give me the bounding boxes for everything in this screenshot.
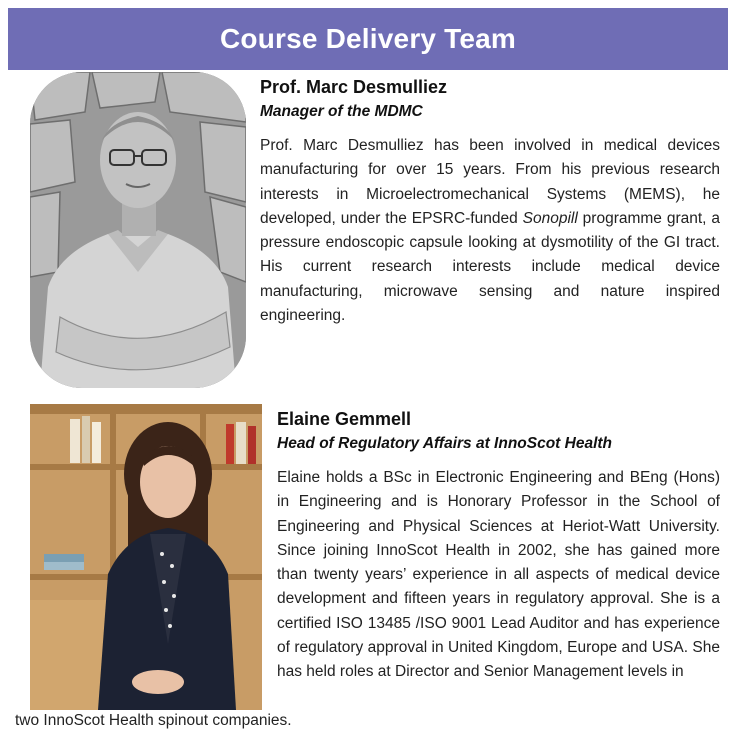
bio-text: programme grant, a pressure endoscopic capsule looking at dysmotility of the GI tract. His current research interests include medical device manufacturing, microwave sensing and nature inspired engineering.	[260, 209, 720, 325]
member-role: Head of Regulatory Affairs at InnoScot Health	[277, 435, 613, 452]
member-name: Elaine Gemmell	[277, 409, 412, 429]
section-banner	[8, 8, 728, 70]
member-bio	[260, 134, 720, 328]
page-title: Course Delivery Team	[219, 23, 517, 54]
member-photo-marc	[30, 72, 246, 388]
member-name: Prof. Marc Desmulliez	[260, 77, 448, 97]
member-bio: Elaine holds a BSc in Electronic Engineering and BEng (Hons) in Engineering and is Honorary Professor in the School of Engineering and Physical Sciences at Heriot-Watt University. Since joining InnoScot Health in 2002, she has gained more than twenty years’ experience in all aspects of medical device development and fifteen years in regulatory approval. She is a certified ISO 13485 /ISO 9001 Lead Auditor and has experience of regulatory approval in United Kingdom, Europe and USA. She has held roles at Director and Senior Management levels in	[277, 469, 720, 681]
member-photo-elaine	[30, 404, 262, 710]
member-bio-tail: two InnoScot Health spinout companies.	[15, 712, 292, 729]
bio-italic-term: Sonopill	[522, 209, 578, 227]
member-role: Manager of the MDMC	[260, 103, 423, 120]
bio-text: Prof. Marc Desmulliez has been involved in medical devices manufacturing for over 15 years. From his previous research interests in Microelectromechanical Systems (MEMS), he developed, under the EPSRC-funded	[260, 137, 720, 227]
